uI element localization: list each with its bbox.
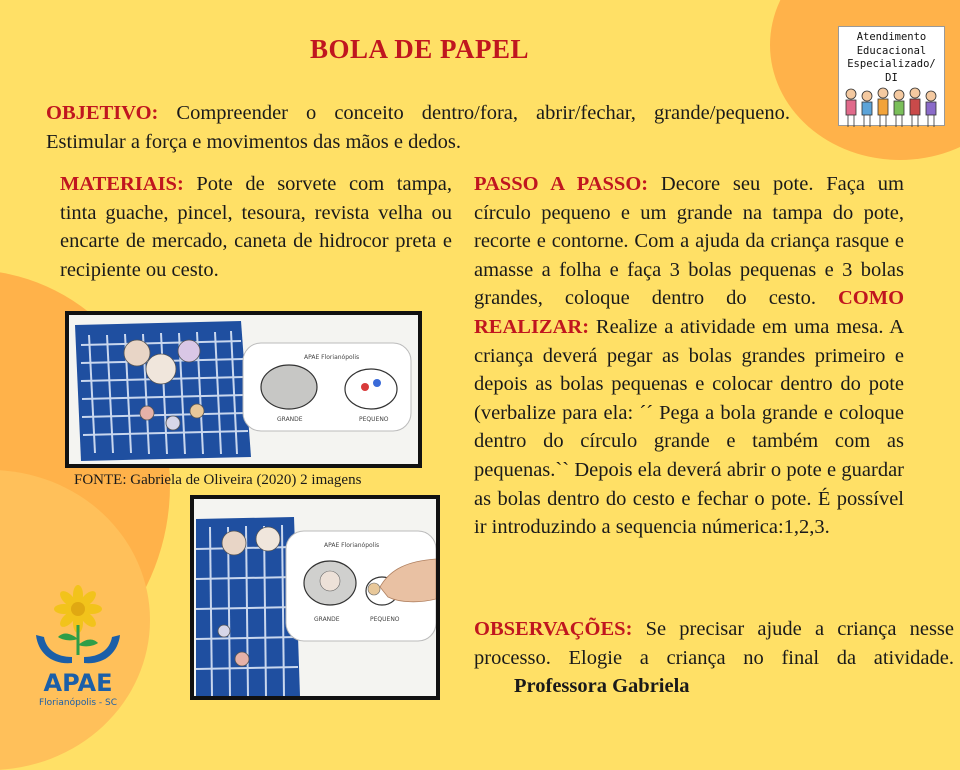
objective-label: OBJETIVO: (46, 102, 159, 124)
photo1-label-big: GRANDE (277, 416, 303, 423)
apae-flower-hands-icon (18, 575, 138, 715)
photo1-label-small: PEQUENO (359, 416, 389, 423)
apae-logo (18, 575, 138, 715)
observations-paragraph (474, 615, 954, 701)
apae-logo-city: Florianópolis - SC (39, 698, 117, 708)
how-to-text: Realize a atividade em uma mesa. A criança deverá pegar as bolas grandes primeiro e depois as bolas pequenas e colocar dentro do pote (verbalize para ela: ´´ Pega a bola grande e coloque dentro do círculo grande e também com as pequenas.`` Depois ela deverá abrir o pote e guardar as bolas dentro do cesto e fechar o pote. É possível ir introduzindo a sequencia númerica:1,2,3. (474, 315, 904, 539)
teacher-signature: Professora Gabriela (514, 675, 690, 698)
photo2-label-small: PEQUENO (370, 616, 400, 623)
children-illustration-icon (842, 85, 942, 131)
step-by-step-paragraph (474, 170, 904, 542)
activity-photo-1 (65, 311, 422, 468)
page-title: BOLA DE PAPEL (310, 34, 530, 64)
aee-logo-line2: Educacional (856, 44, 927, 57)
observations-text: Se precisar ajude a criança nesse processo. Elogie a criança no final da atividade. (474, 618, 955, 669)
step-by-step-text: Decore seu pote. Faça um círculo pequeno e um grande na tampa do pote, recorte e contorne. Com a ajuda da criança rasque e amasse a folha e faça 3 bolas pequenas e 3 bolas grandes, coloque dentro do cesto. (474, 173, 904, 310)
aee-logo (838, 26, 945, 126)
activity-photo-2 (190, 495, 440, 700)
step-by-step-label: PASSO A PASSO: (474, 173, 649, 195)
materials-paragraph (60, 170, 452, 284)
photo2-lid-title: APAE Florianópolis (324, 542, 380, 549)
aee-logo-line3: Especializado/ DI (847, 58, 936, 84)
photo2-label-big: GRANDE (314, 616, 340, 623)
photo-caption: FONTE: Gabriela de Oliveira (2020) 2 imagens (74, 472, 362, 488)
apae-logo-name: APAE (43, 669, 113, 697)
objective-text: Compreender o conceito dentro/fora, abrir/fechar, grande/pequeno. Estimular a força e movimentos das mãos e dedos. (46, 102, 791, 153)
materials-label: MATERIAIS: (60, 173, 184, 195)
materials-text: Pote de sorvete com tampa, tinta guache, pincel, tesoura, revista velha ou encarte de mercado, caneta de hidrocor preta e recipiente ou cesto. (60, 173, 452, 281)
aee-logo-line1: Atendimento (856, 31, 927, 43)
objective-paragraph (46, 99, 790, 156)
photo1-lid-title: APAE Florianópolis (304, 354, 360, 361)
how-to-label: COMO REALIZAR: (474, 287, 905, 338)
observations-label: OBSERVAÇÕES: (474, 618, 633, 640)
